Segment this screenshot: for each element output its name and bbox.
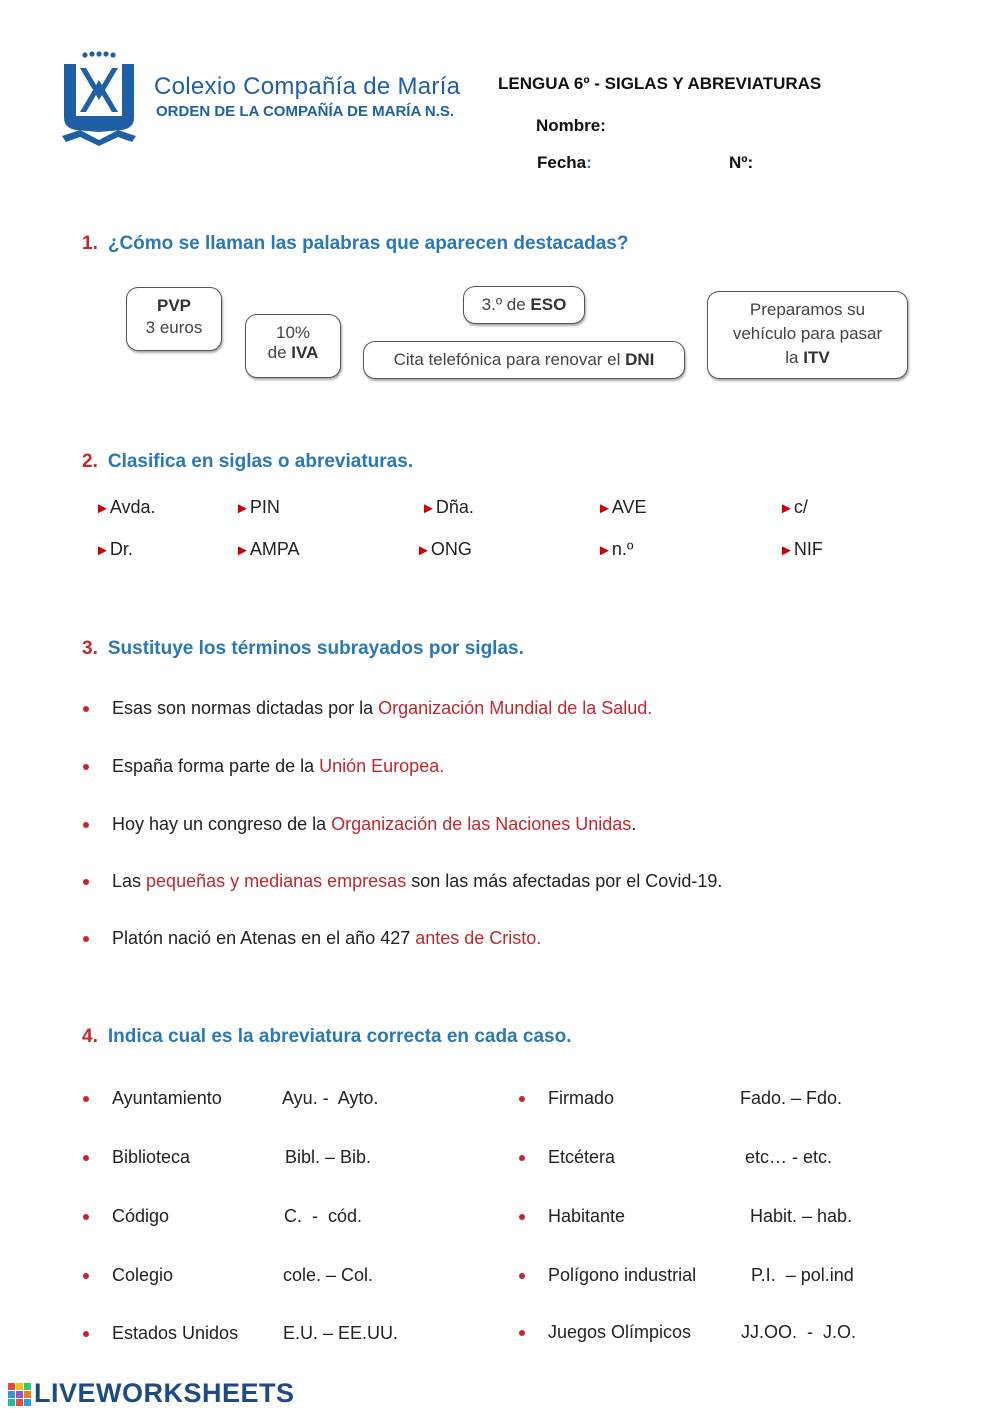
box-iva <box>245 314 341 378</box>
school-order: ORDEN DE LA COMPAÑÍA DE MARÍA N.S. <box>156 103 455 120</box>
bullet-icon <box>83 936 89 942</box>
box-eso-bold: ESO <box>530 295 567 314</box>
classify-word: Dña. <box>435 497 474 517</box>
abbr-options: C. - cód. <box>284 1206 363 1226</box>
abbr-options: Ayu. - Ayto. <box>282 1088 379 1108</box>
school-logo-icon <box>58 50 140 146</box>
classify-item <box>416 539 472 560</box>
question-number: 4. <box>82 1026 98 1047</box>
question-3-heading <box>82 638 524 660</box>
box-eso <box>463 286 585 324</box>
box-eso-text: 3.º de <box>481 295 531 314</box>
highlighted-term: antes de Cristo. <box>415 928 542 948</box>
arrow-icon: ► <box>235 500 250 517</box>
abbr-options: E.U. – EE.UU. <box>283 1323 399 1343</box>
abbr-options: Fado. – Fdo. <box>740 1088 843 1108</box>
highlighted-term: Organización Mundial de la Salud. <box>378 698 653 718</box>
classify-item <box>235 539 300 560</box>
bullet-icon <box>83 764 89 770</box>
sentence-text: Las <box>112 871 147 891</box>
box-itv-line2: vehículo para pasar <box>732 324 883 343</box>
bullet-icon <box>83 1096 89 1102</box>
sentence-end: . <box>631 814 637 834</box>
classify-word: Avda. <box>109 497 156 517</box>
arrow-icon: ► <box>597 542 612 559</box>
box-itv <box>707 291 908 379</box>
box-dni <box>363 341 685 379</box>
list-item <box>112 698 652 719</box>
arrow-icon: ► <box>597 500 612 517</box>
arrow-icon: ► <box>235 542 250 559</box>
classify-item <box>779 497 808 518</box>
classify-item <box>597 539 633 560</box>
arrow-icon: ► <box>779 542 794 559</box>
bullet-icon <box>83 1214 89 1220</box>
box-pvp-text: 3 euros <box>145 318 203 337</box>
abbr-word: Firmado <box>548 1088 615 1108</box>
box-iva-text: de <box>267 343 292 362</box>
arrow-icon: ► <box>421 500 436 517</box>
list-item <box>112 814 636 835</box>
school-name: Colexio Compañía de María <box>154 73 461 100</box>
classify-word: c/ <box>793 497 808 517</box>
bullet-icon <box>519 1096 525 1102</box>
abbr-options: cole. – Col. <box>283 1265 374 1285</box>
classify-word: NIF <box>793 539 823 559</box>
question-text: ¿Cómo se llaman las palabras que aparecen destacadas? <box>107 233 629 254</box>
bullet-icon <box>83 822 89 828</box>
abbr-word: Biblioteca <box>112 1147 191 1167</box>
worksheet-title: LENGUA 6º - SIGLAS Y ABREVIATURAS <box>498 74 822 93</box>
question-2-heading <box>82 451 413 473</box>
abbr-word: Etcétera <box>548 1147 616 1167</box>
date-label <box>537 153 592 173</box>
classify-item <box>95 539 133 560</box>
abbr-word: Polígono industrial <box>548 1265 697 1285</box>
bullet-icon <box>519 1273 525 1279</box>
box-iva-line <box>246 343 340 363</box>
question-text: Clasifica en siglas o abreviaturas. <box>107 451 414 472</box>
bullet-icon <box>83 1155 89 1161</box>
list-item <box>112 871 722 892</box>
classify-word: ONG <box>430 539 472 559</box>
abbr-word: Colegio <box>112 1265 174 1285</box>
number-label: Nº: <box>729 153 754 172</box>
arrow-icon: ► <box>416 542 431 559</box>
bullet-icon <box>83 879 89 885</box>
bullet-icon <box>83 706 89 712</box>
arrow-icon: ► <box>95 542 110 559</box>
classify-word: n.º <box>611 539 634 559</box>
classify-item <box>95 497 156 518</box>
box-itv-line1: Preparamos su <box>749 300 866 319</box>
box-itv-bold: ITV <box>803 348 830 367</box>
classify-item <box>235 497 280 518</box>
box-dni-bold: DNI <box>625 350 655 369</box>
liveworksheets-brand[interactable]: LIVEWORKSHEETS <box>34 1378 295 1408</box>
sentence-end: son las más afectadas por el Covid-19. <box>406 871 723 891</box>
date-label-text: Fecha <box>537 153 587 172</box>
abbr-word: Habitante <box>548 1206 626 1226</box>
classify-word: AVE <box>611 497 647 517</box>
box-iva-bold: IVA <box>291 343 319 362</box>
question-4-heading <box>82 1026 572 1048</box>
abbr-options: etc… - etc. <box>745 1147 833 1167</box>
sentence-text: Esas son normas dictadas por la <box>112 698 379 718</box>
abbr-options: Habit. – hab. <box>750 1206 853 1226</box>
abbr-word: Estados Unidos <box>112 1323 239 1343</box>
abbr-options: JJ.OO. - J.O. <box>741 1322 857 1342</box>
bullet-icon <box>519 1155 525 1161</box>
arrow-icon: ► <box>779 500 794 517</box>
arrow-icon: ► <box>95 500 110 517</box>
date-colon: : <box>586 153 592 172</box>
question-text: Sustituye los términos subrayados por siglas. <box>107 638 524 659</box>
bullet-icon <box>519 1214 525 1220</box>
bullet-icon <box>519 1330 525 1336</box>
classify-item <box>421 497 474 518</box>
question-number: 2. <box>82 451 98 472</box>
highlighted-term: Organización de las Naciones Unidas <box>331 814 632 834</box>
box-pvp <box>126 287 222 351</box>
name-label: Nombre: <box>536 116 606 135</box>
abbr-options: P.I. – pol.ind <box>751 1265 854 1285</box>
highlighted-term: pequeñas y medianas empresas <box>146 871 407 891</box>
sentence-text: Platón nació en Atenas en el año 427 <box>112 928 416 948</box>
classify-item <box>597 497 647 518</box>
highlighted-term: Unión Europea. <box>319 756 445 776</box>
sentence-text: España forma parte de la <box>112 756 320 776</box>
box-pvp-bold: PVP <box>156 296 192 315</box>
bullet-icon <box>83 1273 89 1279</box>
question-1-heading <box>82 233 628 255</box>
classify-word: AMPA <box>249 539 300 559</box>
classify-word: Dr. <box>109 539 133 559</box>
classify-word: PIN <box>249 497 280 517</box>
list-item <box>112 756 444 777</box>
abbr-word: Juegos Olímpicos <box>548 1322 692 1342</box>
sentence-text: Hoy hay un congreso de la <box>112 814 332 834</box>
list-item <box>112 928 541 949</box>
liveworksheets-logo-icon <box>8 1383 32 1407</box>
abbr-word: Código <box>112 1206 170 1226</box>
box-itv-text: la <box>785 348 804 367</box>
box-itv-line3 <box>708 346 907 370</box>
question-number: 3. <box>82 638 98 659</box>
question-number: 1. <box>82 233 98 254</box>
abbr-options: Bibl. – Bib. <box>285 1147 372 1167</box>
question-text: Indica cual es la abreviatura correcta en cada caso. <box>107 1026 572 1047</box>
box-dni-text: Cita telefónica para renovar el <box>393 350 626 369</box>
bullet-icon <box>83 1331 89 1337</box>
classify-item <box>779 539 823 560</box>
box-iva-percent: 10% <box>275 323 311 342</box>
abbr-word: Ayuntamiento <box>112 1088 222 1108</box>
